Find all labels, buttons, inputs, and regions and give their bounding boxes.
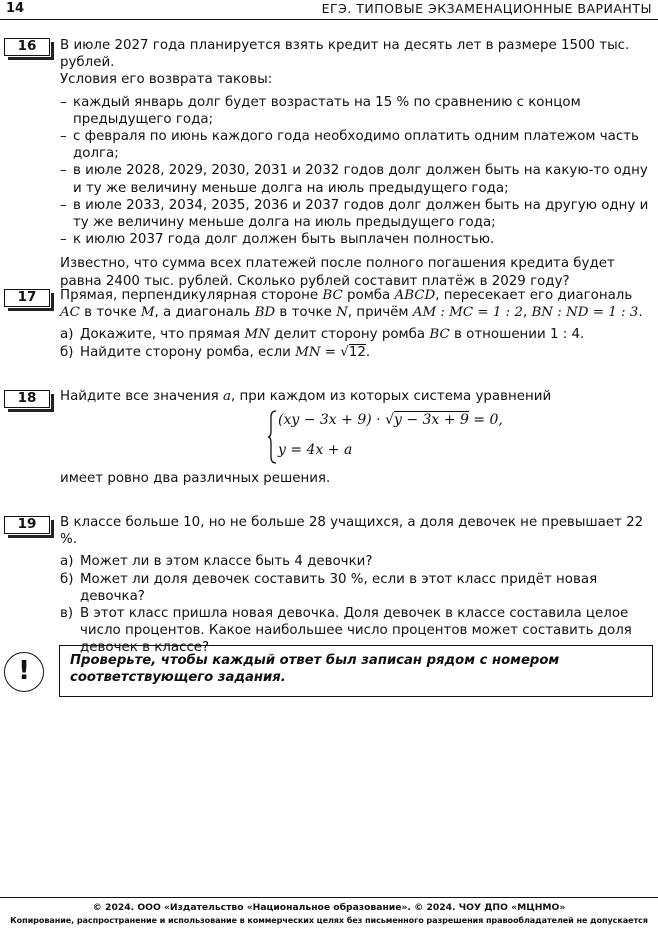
exclamation-icon: ! xyxy=(4,652,44,692)
condition-item: – в июле 2033, 2034, 2035, 2036 и 2037 годов долг должен быть на другую одну и ту же величину меньше долга на июль предыдущего года; xyxy=(60,197,652,231)
math-var: N xyxy=(336,305,348,321)
equation-1: (xy − 3x + 9) · √y − 3x + 9 = 0, xyxy=(278,412,503,428)
condition-item: – каждый январь долг будет возрастать на 15 % по сравнению с концом предыдущего года; xyxy=(60,94,652,128)
task-19-parts xyxy=(60,553,652,656)
task-19-intro: В классе больше 10, но не больше 28 учащихся, а доля девочек не превышает 22 %. xyxy=(60,515,644,548)
task-number-box: 16 xyxy=(4,38,50,56)
footer-rights: Копирование, распространение и использование в коммерческих целях без письменного разрешения правообладателей не допускается xyxy=(10,915,648,925)
task-number-box: 17 xyxy=(4,289,50,307)
condition-item: – с февраля по июнь каждого года необходимо оплатить одним платежом часть долга; xyxy=(60,128,652,162)
equation-system xyxy=(268,409,503,465)
task-16-conditions xyxy=(60,94,652,249)
math-var: ABCD xyxy=(394,288,436,303)
footer-divider xyxy=(0,897,658,898)
sub-question: б) Найдите сторону ромба, если MN = √12. xyxy=(60,344,371,360)
math-var: a xyxy=(222,389,231,404)
page-header xyxy=(0,0,658,20)
system-brace-icon xyxy=(268,409,278,465)
sub-question: а) Докажите, что прямая MN делит сторону ромба BC в отношении 1 : 4. xyxy=(60,327,585,343)
task-17 xyxy=(60,287,652,361)
task-16-intro-line2: Условия его возврата таковы: xyxy=(60,72,273,88)
task-16 xyxy=(60,37,652,290)
math-var: AC xyxy=(60,305,80,321)
task-18-tail xyxy=(60,470,652,487)
sub-question: в) В этот класс пришла новая девочка. Доля девочек в классе составила целое число процентов. Какое наибольшее число процентов может составить доля девочек в классе? xyxy=(60,606,632,656)
condition-item: – в июле 2028, 2029, 2030, 2031 и 2032 годов долг должен быть на какую-то одну и ту же величину меньше долга на июль предыдущего года; xyxy=(60,162,652,196)
math-var: BD xyxy=(254,305,276,321)
task-19 xyxy=(60,514,652,657)
header-title: ЕГЭ. ТИПОВЫЕ ЭКЗАМЕНАЦИОННЫЕ ВАРИАНТЫ xyxy=(321,1,652,16)
task-18 xyxy=(60,388,652,405)
sqrt-sign: √ xyxy=(340,344,349,360)
equation-2: y = 4x + a xyxy=(278,442,353,458)
task-18-intro: Найдите все значения a, при каждом из которых система уравнений xyxy=(60,389,552,404)
task-18-condition: имеет ровно два различных решения. xyxy=(60,471,331,486)
page-number: 14 xyxy=(6,1,25,16)
ratio-bn-nd: BN : ND = 1 : 3 xyxy=(531,305,639,321)
footer-copyright: © 2024. ООО «Издательство «Национальное образование». © 2024. ЧОУ ДПО «МЦНМО» xyxy=(92,902,566,913)
task-17-statement: Прямая, перпендикулярная стороне BC ромба ABCD, пересекает его диагональ AC в точке M, а диагональ BD в точке N, причём AM : MC = 1 : 2, BN : ND = 1 : 3. xyxy=(60,288,643,321)
ratio-am-mc: AM : MC = 1 : 2 xyxy=(412,305,523,321)
task-number-box: 18 xyxy=(4,390,50,408)
math-var: M xyxy=(140,305,155,321)
sqrt-arg: 12 xyxy=(348,344,366,360)
sub-question: б) Может ли доля девочек составить 30 %, если в этот класс придёт новая девочка? xyxy=(60,571,598,604)
task-16-intro-line1: В июле 2027 года планируется взять кредит на десять лет в размере 1500 тыс. рублей. xyxy=(60,38,630,71)
task-16-question: Известно, что сумма всех платежей после полного погашения кредита будет равна 2400 тыс. рублей. Сколько рублей составит платёж в 2029 году? xyxy=(60,256,615,289)
condition-item: – к июлю 2037 года долг должен быть выплачен полностью. xyxy=(60,231,652,248)
task-number-box: 19 xyxy=(4,516,50,534)
notice-box: Проверьте, чтобы каждый ответ был записан рядом с номером соответствующего задания. xyxy=(59,645,653,697)
task-17-parts xyxy=(60,326,652,360)
math-var: BC xyxy=(322,288,343,303)
sub-question: а) Может ли в этом классе быть 4 девочки? xyxy=(60,554,373,570)
